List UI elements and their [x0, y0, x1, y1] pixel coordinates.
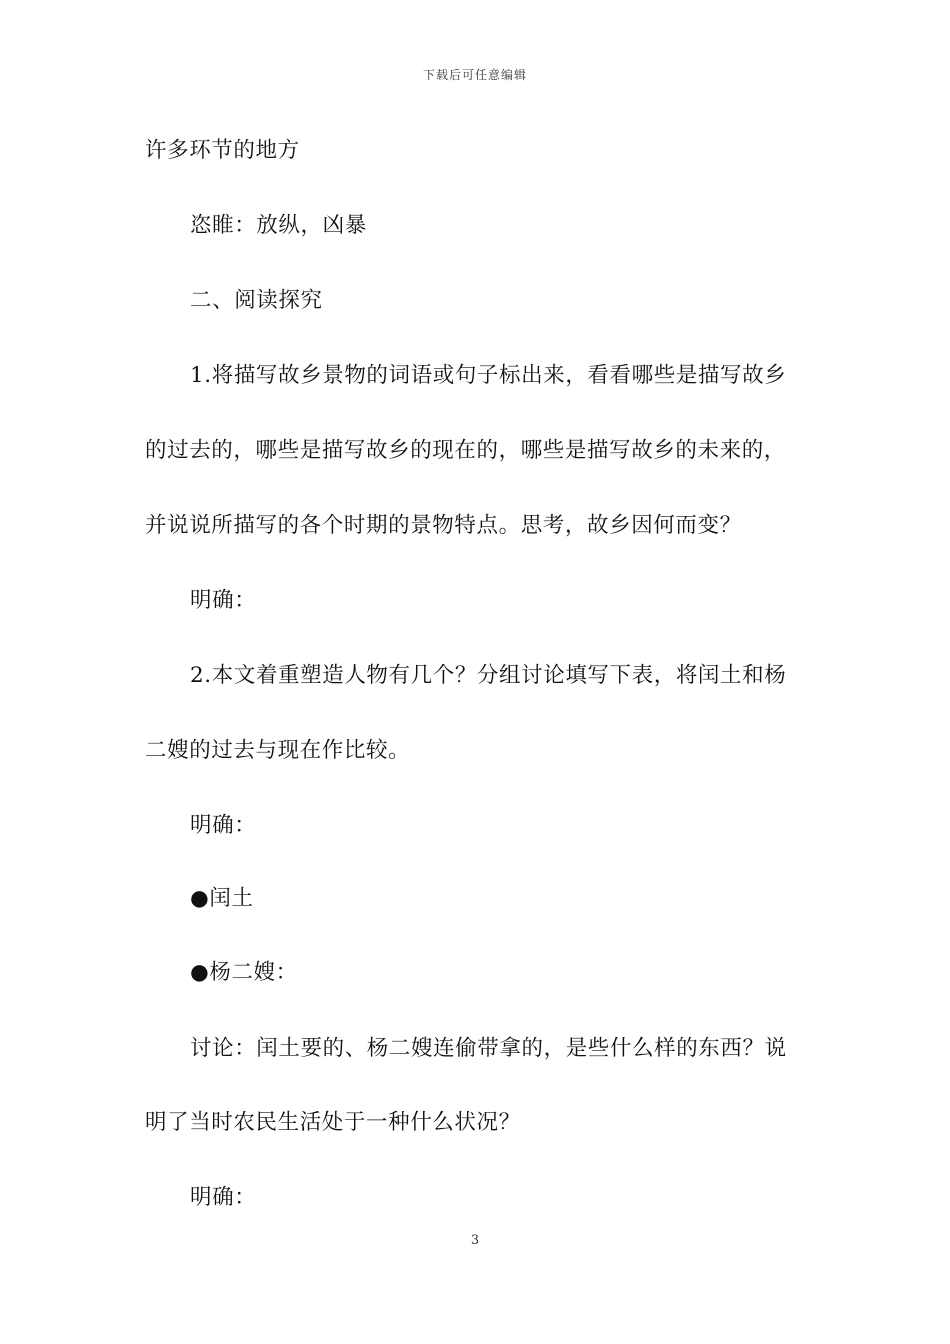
section-heading: 二、阅读探究: [190, 288, 323, 313]
page-header: 下载后可任意编辑: [422, 68, 527, 82]
text-line: 的过去的，哪些是描写故乡的现在的，哪些是描写故乡的未来的，: [145, 438, 786, 463]
page-number: 3: [470, 1233, 480, 1248]
text-line: 明确：: [190, 1185, 257, 1210]
text-line: 1.将描写故乡景物的词语或句子标出来，看看哪些是描写故乡: [190, 363, 787, 388]
text-line: 恣睢：放纵，凶暴: [190, 213, 367, 238]
text-line: 二嫂的过去与现在作比较。: [145, 738, 411, 763]
text-line: 讨论：闰土要的、杨二嫂连偷带拿的，是些什么样的东西？说: [190, 1036, 787, 1061]
text-line: 并说说所描写的各个时期的景物特点。思考，故乡因何而变？: [145, 513, 742, 538]
text-line: 2.本文着重塑造人物有几个？分组讨论填写下表，将闰土和杨: [190, 663, 787, 688]
text-line: 明了当时农民生活处于一种什么状况？: [145, 1110, 521, 1135]
bullet-item: ●闰土: [190, 886, 254, 911]
text-line: 明确：: [190, 813, 257, 838]
text-line: 许多环节的地方: [145, 138, 300, 163]
text-line: 明确：: [190, 588, 257, 613]
bullet-item: ●杨二嫂：: [190, 960, 298, 985]
